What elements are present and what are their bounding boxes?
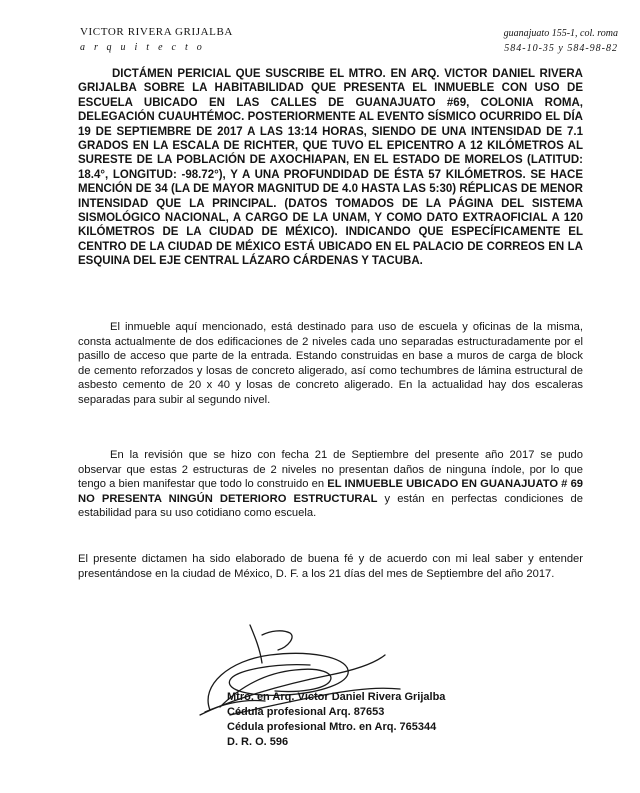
opinion-heading-paragraph: DICTÁMEN PERICIAL QUE SUSCRIBE EL MTRO. EN ARQ. VICTOR DANIEL RIVERA GRIJALBA SOBRE LA HABITABILIDAD QUE PRESENTA EL INMUEBLE CON USO DE ESCUELA UBICADO EN LAS CALLES DE GUANAJUATO #69, COLONIA ROMA, DELEGACIÓN CUAUHTÉMOC. POSTERIORMENTE AL EVENTO SÍSMICO OCURRIDO EL DÍA 19 DE SEPTIEMBRE DE 2017 A LAS 13:14 HORAS, SIENDO DE UNA INTENSIDAD DE 7.1 GRADOS EN LA ESCALA DE RICHTER, QUE TUVO EL EPICENTRO A 12 KILÓMETROS AL SURESTE DE LA POBLACIÓN DE AXOCHIAPAN, EN EL ESTADO DE MORELOS (LATITUD: 18.4°, LONGITUD: -98.72°), Y A UNA PROFUNDIDAD DE ÉSTA 57 KILÓMETROS. SE HACE MENCIÓN DE 34 (LA DE MAYOR MAGNITUD DE 4.0 HASTA LAS 5:30) RÉPLICAS DE MENOR INTENSIDAD QUE LA PRINCIPAL. (DATOS TOMADOS DE LA PÁGINA DEL SISTEMA SISMOLÓGICO NACIONAL, A CARGO DE LA UNAM, Y COMO DATO EXTRAOFICIAL A 120 KILÓMETROS DE LA CIUDAD DE MÉXICO). INDICANDO QUE ESPECÍFICAMENTE EL CENTRO DE LA CIUDAD DE MÉXICO ESTÁ UBICADO EN EL PALACIO DE CORREOS EN LA ESQUINA DEL EJE CENTRAL LÁZARO CÁRDENAS Y TACUBA. <box>78 68 583 268</box>
letterhead-right <box>504 28 618 54</box>
dro-number: D. R. O. 596 <box>227 736 289 748</box>
inspection-conclusion: EL INMUEBLE UBICADO EN GUANAJUATO # 69 NO PRESENTA NINGÚN DETERIORO ESTRUCTURAL <box>78 478 584 505</box>
inspection-text-a: En la revisión que se hizo con fecha 21 de Septiembre del presente año 2017 se pudo observar que estas 2 estructuras de 2 niveles no presentan daños de ninguna índole, por lo que tengo a bien manifestar que todo lo construido en <box>78 449 583 491</box>
license-arq: Cédula profesional Arq. 87653 <box>227 706 385 718</box>
closing-paragraph: El presente dictamen ha sido elaborado de buena fé y de acuerdo con mi leal saber y entender presentándose en la ciudad de México, D. F. a los 21 días del mes de Septiembre del año 2017. <box>78 553 583 580</box>
signer-name: Mtro. en Arq. Víctor Daniel Rivera Grijalba <box>227 691 446 703</box>
address: guanajuato 155-1, col. roma <box>503 28 618 39</box>
signature-block <box>227 690 445 750</box>
inspection-text-c: y están en perfectas condiciones de estabilidad para su uso cotidiano como escuela. <box>78 492 583 520</box>
inspection-paragraph <box>78 448 583 521</box>
architect-profession: arquitecto <box>80 42 211 53</box>
building-description-paragraph: El inmueble aquí mencionado, está destinado para uso de escuela y oficinas de la misma, consta actualmente de dos edificaciones de 2 niveles cada uno separadas estructuradamente por el pasillo de acceso que parte de la entrada. Estando construidas en base a muros de carga de block de cemento reforzados y losas de concreto aligerado, así como techumbres de lámina estructural de asbesto cemento de 20 x 40 y losas de concreto aligerado. En la actualidad hay dos escaleras separadas para subir al segundo nivel. <box>78 321 583 406</box>
phones: 584-10-35 y 584-98-82 <box>504 43 618 54</box>
license-master: Cédula profesional Mtro. en Arq. 765344 <box>227 721 437 733</box>
letterhead-left <box>80 26 233 53</box>
architect-name: VICTOR RIVERA GRIJALBA <box>80 26 233 38</box>
